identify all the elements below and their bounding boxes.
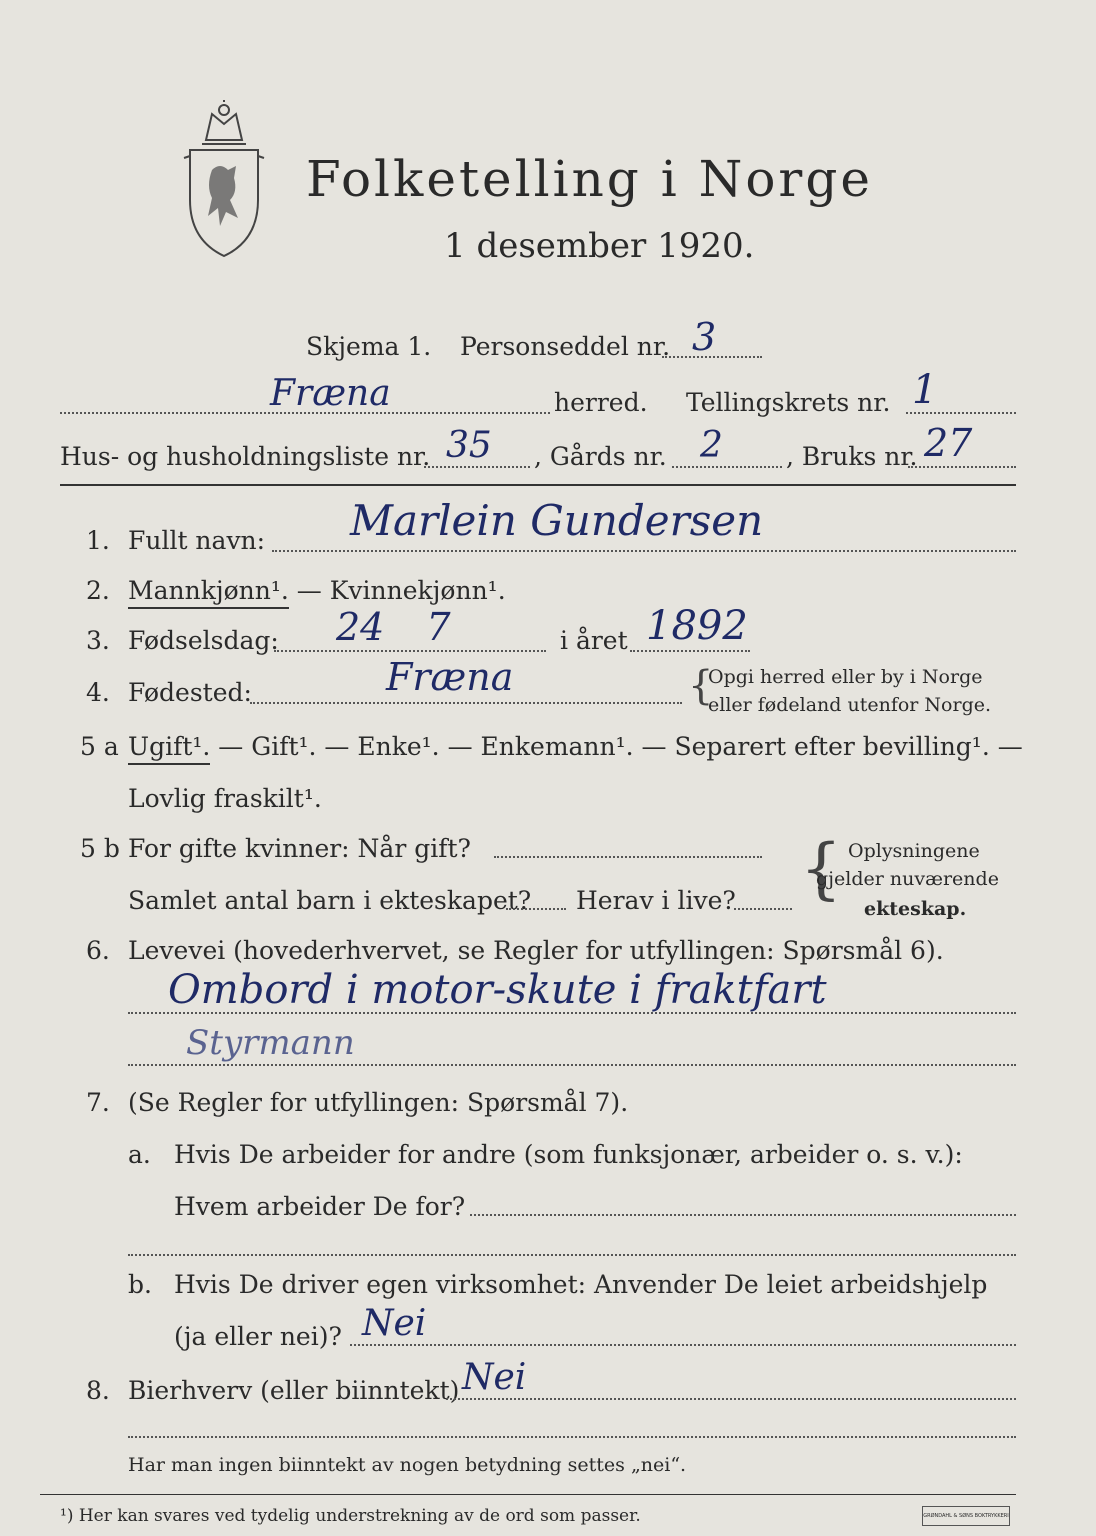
herred-value: Fræna — [270, 373, 391, 414]
q5a-line2: Lovlig fraskilt¹. — [128, 784, 322, 813]
q4-line — [250, 702, 682, 704]
q3-number: 3. — [86, 626, 110, 655]
q7b-number: b. — [128, 1270, 152, 1299]
q5b-note-1: Oplysningene — [848, 840, 980, 862]
q4-note-1: Opgi herred eller by i Norge — [708, 666, 983, 688]
q6-line-1 — [128, 1012, 1016, 1014]
q4-brace: { — [688, 663, 714, 709]
norwegian-coat-of-arms-icon — [176, 100, 272, 260]
q7b-line1: Hvis De driver egen virksomhet: Anvender De leiet arbeidshjelp — [174, 1270, 988, 1299]
tellingskrets-value: 1 — [912, 367, 938, 413]
tellingskrets-label: Tellingskrets nr. — [686, 388, 891, 417]
skjema-label: Skjema 1. — [306, 332, 432, 361]
q7b-value: Nei — [362, 1303, 427, 1344]
q7a-line1: Hvis De arbeider for andre (som funksjonær, arbeider o. s. v.): — [174, 1140, 963, 1169]
q8-extra-line — [128, 1436, 1016, 1438]
printer-stamp-text: GRØNDAHL & SØNS BOKTRYKKERI — [923, 1513, 1009, 1519]
q5a-other-options: — Gift¹. — Enke¹. — Enkemann¹. — Separert efter bevilling¹. — — [210, 732, 1023, 761]
q2-male-option: Mannkjønn¹. — [128, 576, 289, 609]
herred-label: herred. — [554, 388, 648, 417]
q2-separator: — — [288, 576, 330, 605]
bruks-line — [908, 466, 1016, 468]
q6-label: Levevei (hovederhvervet, se Regler for utfyllingen: Spørsmål 6). — [128, 936, 944, 965]
q8-line — [446, 1398, 1016, 1400]
page-subtitle: 1 desember 1920. — [444, 226, 755, 266]
q3-year-value: 1892 — [646, 603, 748, 649]
q5b-note-3: ekteskap. — [864, 898, 967, 920]
page-title: Folketelling i Norge — [306, 150, 873, 208]
q3-label: Fødselsdag: — [128, 626, 279, 655]
q6-line-2 — [128, 1064, 1016, 1066]
q2-sex-options — [128, 578, 506, 603]
q8-number: 8. — [86, 1376, 110, 1405]
q5b-alive-line — [734, 908, 792, 910]
q1-label: Fullt navn: — [128, 526, 266, 555]
footer-note: Har man ingen biinntekt av nogen betydning settes „nei“. — [128, 1454, 687, 1476]
gards-label: , Gårds nr. — [534, 442, 667, 471]
q4-number: 4. — [86, 678, 110, 707]
q8-label: Bierhverv (eller biinntekt) — [128, 1376, 460, 1405]
q7a-number: a. — [128, 1140, 151, 1169]
q7-number: 7. — [86, 1088, 110, 1117]
q2-female-option: Kvinnekjønn¹. — [329, 576, 506, 605]
q2-number: 2. — [86, 576, 110, 605]
printer-stamp — [922, 1506, 1010, 1526]
q4-note-2: eller fødeland utenfor Norge. — [708, 694, 992, 716]
q3-line — [274, 650, 546, 652]
q4-label: Fødested: — [128, 678, 252, 707]
gards-value: 2 — [700, 425, 723, 466]
q6-value-2: Styrmann — [186, 1023, 355, 1063]
personseddel-value: 3 — [692, 315, 717, 359]
q5a-number: 5 a — [80, 732, 119, 761]
hus-label: Hus- og husholdningsliste nr. — [60, 442, 431, 471]
header-divider — [60, 484, 1016, 486]
hus-value: 35 — [446, 425, 492, 466]
q5b-brace: { — [800, 830, 842, 907]
q5b-alive-label: Herav i live? — [576, 886, 736, 915]
q5b-note-2: gjelder nuværende — [816, 868, 999, 890]
q7a-line2: Hvem arbeider De for? — [174, 1192, 466, 1221]
q6-value-1: Ombord i motor-skute i fraktfart — [168, 967, 827, 1013]
q5b-children-line — [506, 908, 566, 910]
gards-line — [672, 466, 782, 468]
q7-label: (Se Regler for utfyllingen: Spørsmål 7). — [128, 1088, 629, 1117]
q5a-options — [128, 734, 1023, 759]
q3-value: 24 7 — [336, 605, 451, 649]
q6-number: 6. — [86, 936, 110, 965]
footer-divider — [40, 1494, 1016, 1495]
bruks-value: 27 — [924, 421, 973, 465]
q4-value: Fræna — [386, 655, 514, 699]
personseddel-label: Personseddel nr. — [460, 332, 671, 361]
q5a-ugift-option: Ugift¹. — [128, 732, 210, 765]
q3-year-line — [630, 650, 750, 652]
q7b-line2: (ja eller nei)? — [174, 1322, 342, 1351]
q1-number: 1. — [86, 526, 110, 555]
footnote: ¹) Her kan svares ved tydelig understrekning av de ord som passer. — [60, 1506, 641, 1526]
bruks-label: , Bruks nr. — [786, 442, 918, 471]
q8-value: Nei — [462, 1357, 527, 1398]
q5b-children-label: Samlet antal barn i ekteskapet? — [128, 886, 532, 915]
q7a-employer-line — [470, 1214, 1016, 1216]
q7b-line — [350, 1344, 1016, 1346]
q1-value: Marlein Gundersen — [350, 496, 764, 545]
q7a-extra-line — [128, 1254, 1016, 1256]
q3-year-label: i året — [560, 626, 628, 655]
q5b-line1: For gifte kvinner: Når gift? — [128, 834, 471, 863]
hus-line — [424, 466, 530, 468]
q5b-married-line — [494, 856, 762, 858]
q1-line — [272, 550, 1016, 552]
q5b-number: 5 b — [80, 834, 120, 863]
